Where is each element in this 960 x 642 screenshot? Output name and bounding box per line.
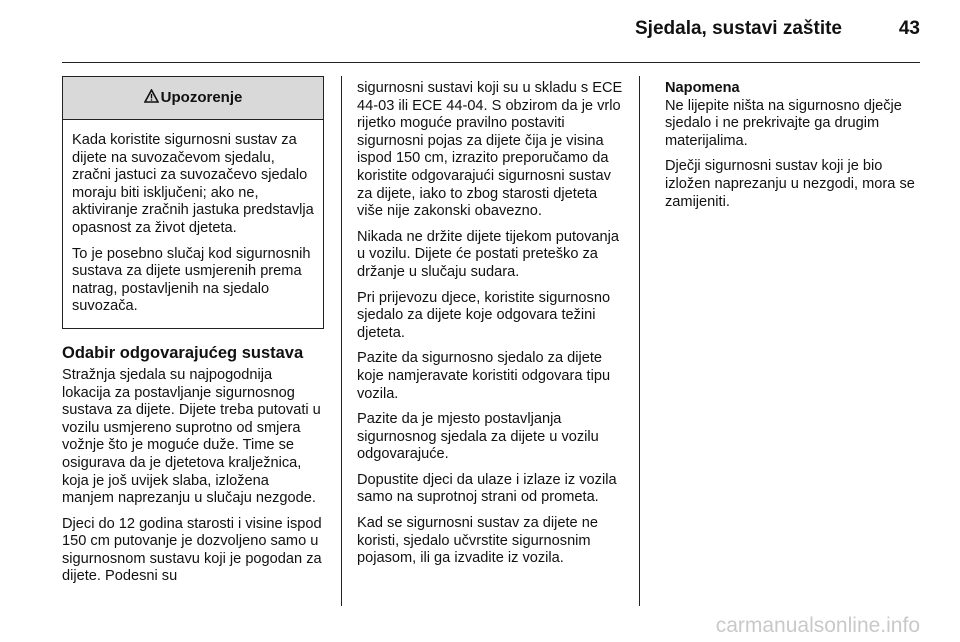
note-text: Ne lijepite ništa na sigurnosno dječje sjedalo i ne prekrivajte ga drugim materijalima. [665,97,902,149]
section-heading: Odabir odgovarajućeg sustava [62,343,304,362]
column-divider-1 [341,76,342,606]
body-paragraph: Nikada ne držite dijete tijekom putovanja u vozilu. Dijete će postati preteško za držanje u slučaju sudara. [357,228,620,280]
warning-paragraph: To je posebno slučaj kod sigurnosnih sustava za dijete usmjerenih prema natrag, postavljenih na sjedalo suvozača. [72,245,311,315]
warning-triangle-icon [144,89,159,108]
body-paragraph: Dopustite djeci da ulaze i izlaze iz vozila samo na suprotnoj strani od prometa. [357,471,617,506]
body-paragraph: Pri prijevozu djece, koristite sigurnosno sjedalo za dijete koje odgovara težini djeteta. [357,289,611,341]
warning-body [63,120,323,328]
warning-title: Upozorenje [160,89,243,107]
body-paragraph: Stražnja sjedala su najpogodnija lokacija za postavljanje sigurnosnog sustava za dijete. Dijete treba putovati u vozilu usmjereno suprotno od smjera vožnje što je moguće duže. Time se osigurava da je djetetova kralježnica, koja je još uvijek slaba, izložena manjem naprezanju u slučaju nezgode. [62,366,321,507]
warning-box [62,76,324,329]
column-1 [62,76,324,594]
column-2 [357,80,625,576]
page-number: 43 [898,18,920,39]
body-paragraph: Djeci do 12 godina starosti i visine ispod 150 cm putovanje je dozvoljeno samo u sigurnosnom sustavu koji je pogodan za dijete. Podesni su [62,515,322,585]
page-title: Sjedala, sustavi zaštite [635,18,842,39]
body-paragraph: Pazite da sigurnosno sjedalo za dijete koje namjeravate koristiti odgovara tipu vozila. [357,350,611,402]
body-paragraph: sigurnosni sustavi koji su u skladu s ECE 44-03 ili ECE 44-04. S obzirom da je vrlo rijetko moguće pravilno postaviti sigurnosni pojas za dijete čija je visina ispod 150 cm, izrazito preporučamo da koristite odgovarajući sigurnosni sustav za dijete, iako to zbog starosti djeteta više nije zakonski obavezno. [357,80,623,220]
column-3 [665,80,923,219]
column-divider-2 [639,76,640,606]
warning-paragraph: Kada koristite sigurnosni sustav za dijete na suvozačevom sjedalu, zračni jastuci za suvozačevo sjedalo moraju biti isključeni; ako ne, aktiviranje zračnih jastuka predstavlja opasnost za život djeteta. [72,132,314,236]
body-paragraph: Kad se sigurnosni sustav za dijete ne koristi, sjedalo učvrstite sigurnosnim pojasom, ili ga izvadite iz vozila. [357,515,598,567]
watermark: carmanualsonline.info [715,614,920,637]
body-paragraph: Pazite da je mjesto postavljanja sigurnosnog sjedala za dijete u vozilu odgovarajuće. [357,411,599,463]
warning-header [63,77,323,120]
header-divider [62,62,920,63]
body-paragraph: Dječji sigurnosni sustav koji je bio izložen naprezanju u nezgodi, mora se zamijeniti. [665,158,915,210]
note-heading: Napomena [665,80,740,96]
